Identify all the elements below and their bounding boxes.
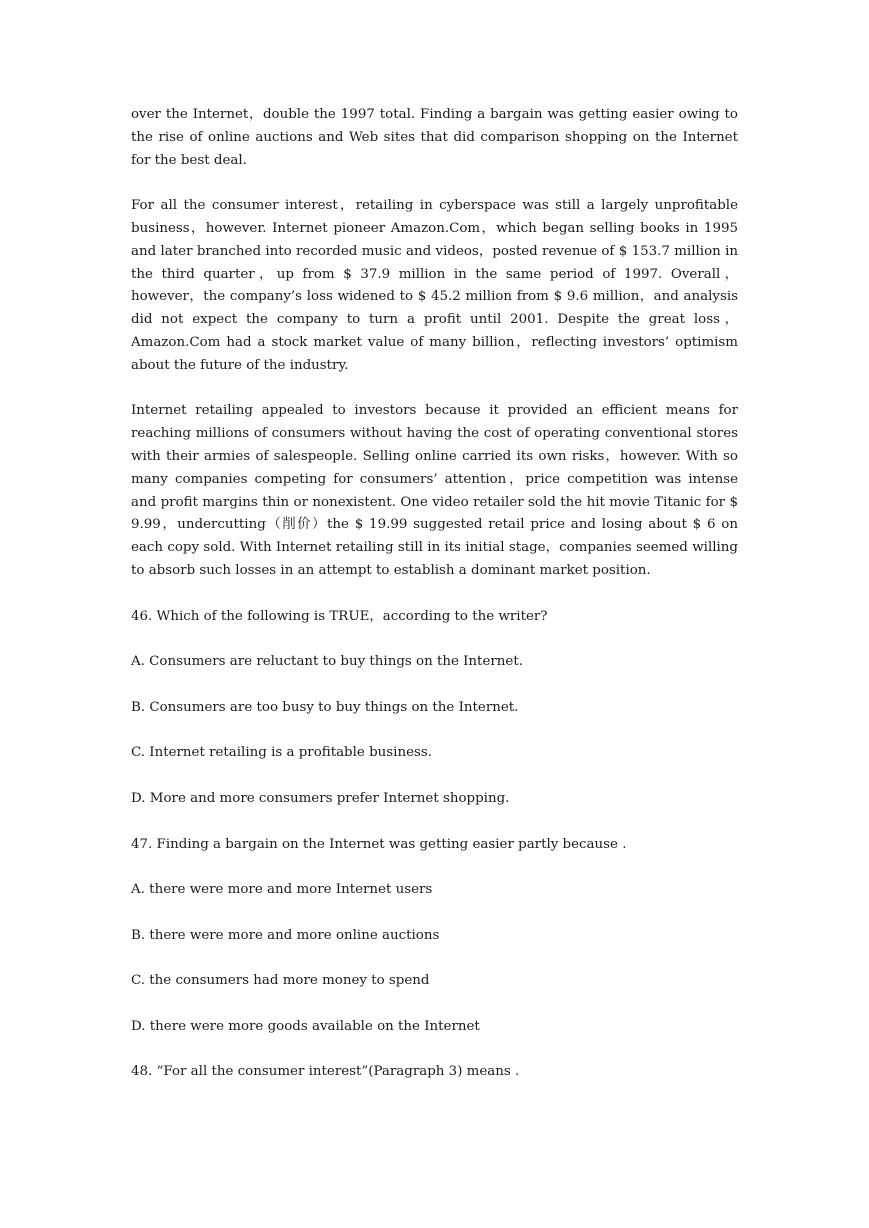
question-stem: 46. Which of the following is TRUE，according to the writer? (131, 608, 548, 624)
question-stem: 48. “For all the consumer interest”(Paragraph 3) means . (131, 1064, 520, 1080)
passage-paragraph-3: Internet retailing appealed to investors because it provided an efficient means for reaching millions of consumers without having the cost of operating conventional stores with their armies of salespeople. Selling online carried its own risks，however. With so many companies competing for consumers’ attention，price competition was intense and profit margins thin or nonexistent. One video retailer sold the hit movie Titanic for $ 9.99，undercutting（削价）the $ 19.99 suggested retail price and losing about $ 6 on each copy sold. With Internet retailing still in its initial stage，companies seemed willing to absorb such losses in an attempt to establish a dominant market position. (131, 403, 738, 578)
option-a: A. Consumers are reluctant to buy things on the Internet. (131, 654, 523, 670)
document-page (131, 104, 738, 1107)
passage-paragraph-2: For all the consumer interest，retailing in cyberspace was still a largely unprofitable business，however. Internet pioneer Amazon.Com，which began selling books in 1995 and later branched into recorded music and videos，posted revenue of $ 153.7 million in the third quarter，up from $ 37.9 million in the same period of 1997. Overall，however，the company’s loss widened to $ 45.2 million from $ 9.6 million，and analysis did not expect the company to turn a profit until 2001. Despite the great loss，Amazon.Com had a stock market value of many billion，reflecting investors’ optimism about the future of the industry. (131, 198, 738, 373)
option-d: D. More and more consumers prefer Internet shopping. (131, 790, 510, 806)
question-48 (131, 1061, 738, 1084)
question-46 (131, 606, 738, 811)
option-c: C. the consumers had more money to spend (131, 973, 430, 989)
option-a: A. there were more and more Internet users (131, 882, 433, 898)
passage-paragraph-1: over the Internet，double the 1997 total. Finding a bargain was getting easier owing to the rise of online auctions and Web sites that did comparison shopping on the Internet for the best deal. (131, 107, 738, 168)
option-b: B. Consumers are too busy to buy things on the Internet. (131, 699, 519, 715)
question-47 (131, 834, 738, 1039)
option-d: D. there were more goods available on the Internet (131, 1018, 480, 1034)
option-b: B. there were more and more online auctions (131, 927, 440, 943)
question-stem: 47. Finding a bargain on the Internet was getting easier partly because . (131, 836, 627, 852)
option-c: C. Internet retailing is a profitable business. (131, 745, 432, 761)
